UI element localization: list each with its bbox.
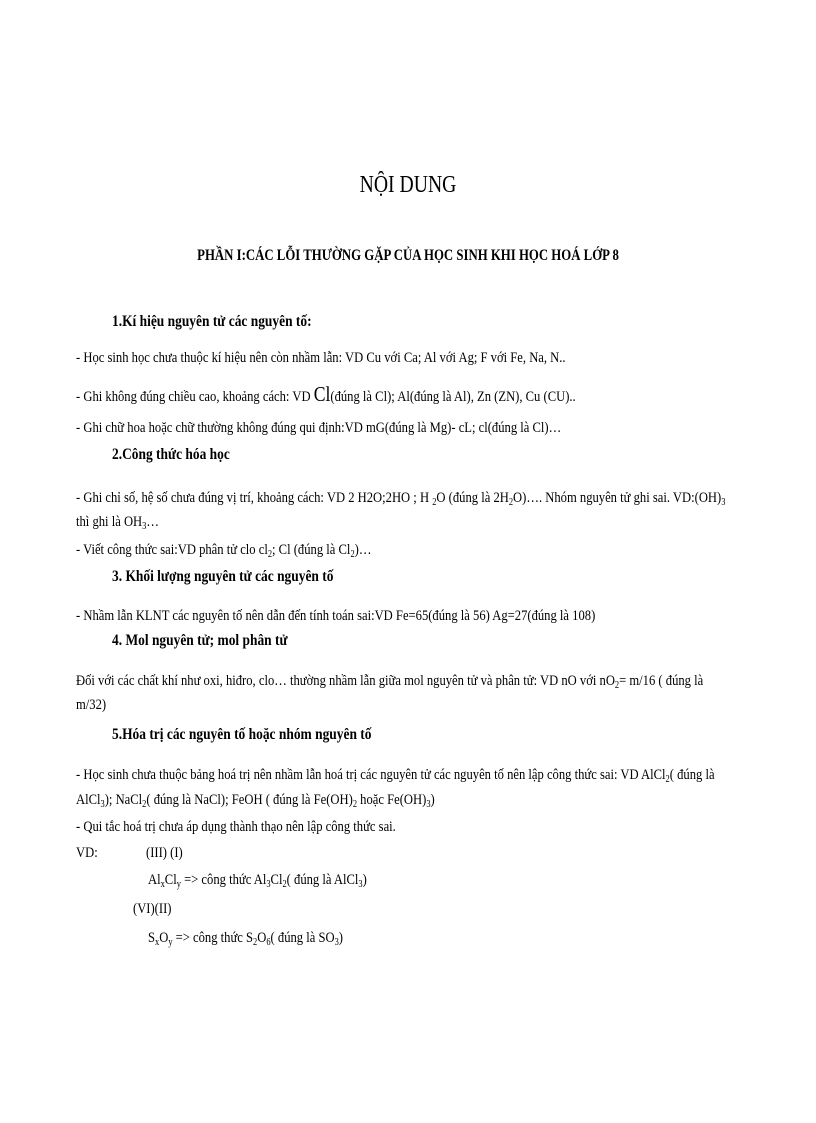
section-3-line-1: - Nhầm lẫn KLNT các nguyên tố nên dẫn đến tính toán sai:VD Fe=65(đúng là 56) Ag=27(đúng là 108) — [76, 608, 596, 624]
section-2-heading: 2.Công thức hóa học — [112, 446, 230, 463]
part-heading: PHẦN I:CÁC LỖI THƯỜNG GẶP CỦA HỌC SINH KHI HỌC HOÁ LỚP 8 — [197, 247, 619, 264]
section-2-line-1: - Ghi chỉ số, hệ số chưa đúng vị trí, khoảng cách: VD 2 H2O;2HO ; H $_2$O (đúng là $2H_2O)\dots$. Nhóm nguyên tử ghi sai. $VD:(OH)_3$ — [76, 490, 726, 508]
formula-example-1: $Al_xCl_y$ => công thức $Al_3Cl_2$( đúng là AlCl$_3$) — [148, 872, 367, 890]
valence-annotation-1: (III) (I) — [146, 845, 183, 861]
section-1-line-2: - Ghi không đúng chiều cao, khoảng cách: VD Cl(đúng là Cl); Al(đúng là Al), Zn (ZN), Cu (CU).. — [76, 382, 576, 406]
section-3-heading: 3. Khối lượng nguyên tử các nguyên tố — [112, 568, 334, 585]
section-5-line-1: - Học sinh chưa thuộc bảng hoá trị nên nhầm lẫn hoá trị các nguyên tử các nguyên tố nên lập công thức sai: VD AlCl$_2$( đúng là — [76, 767, 715, 785]
section-5-line-2: AlCl$_3$); NaCl$_2$( đúng là NaCl); FeOH ( đúng là $Fe(OH)_2$ hoặc $Fe(OH)_3$) — [76, 792, 435, 810]
section-2-line-2: thì ghi là $OH_3\dots$ — [76, 514, 159, 532]
section-1-heading: 1.Kí hiệu nguyên tử các nguyên tố: — [112, 313, 312, 330]
section-2-line-3: - Viết công thức sai:VD phân tử clo $cl_2$; Cl (đúng là $Cl_2)\dots$ — [76, 542, 372, 560]
page-title: NỘI DUNG — [359, 172, 457, 198]
section-4-heading: 4. Mol nguyên tử; mol phân tử — [112, 632, 288, 649]
valence-annotation-2: (VI)(II) — [133, 901, 172, 917]
section-5-heading: 5.Hóa trị các nguyên tố hoặc nhóm nguyên tố — [112, 726, 372, 743]
section-1-line-3: - Ghi chữ hoa hoặc chữ thường không đúng qui định:VD mG(đúng là Mg)- cL; cl(đúng là Cl)… — [76, 420, 562, 436]
example-label: VD: — [76, 845, 98, 861]
section-4-line-2: m/32) — [76, 697, 107, 713]
formula-example-2: $S_xO_y$ => công thức $S_2O_6$( đúng là $SO_3$) — [148, 930, 344, 948]
section-5-line-3: - Qui tắc hoá trị chưa áp dụng thành thạo nên lập công thức sai. — [76, 819, 396, 835]
section-1-line-1: - Học sinh học chưa thuộc kí hiệu nên còn nhầm lẫn: VD Cu với Ca; Al với Ag; F với Fe, Na, N.. — [76, 350, 566, 366]
section-4-line-1: Đối với các chất khí như oxi, hiđro, clo… thường nhầm lẫn giữa mol nguyên tử và phân tử: VD nO với $nO_2= m/16$ ( đúng là — [76, 673, 704, 691]
